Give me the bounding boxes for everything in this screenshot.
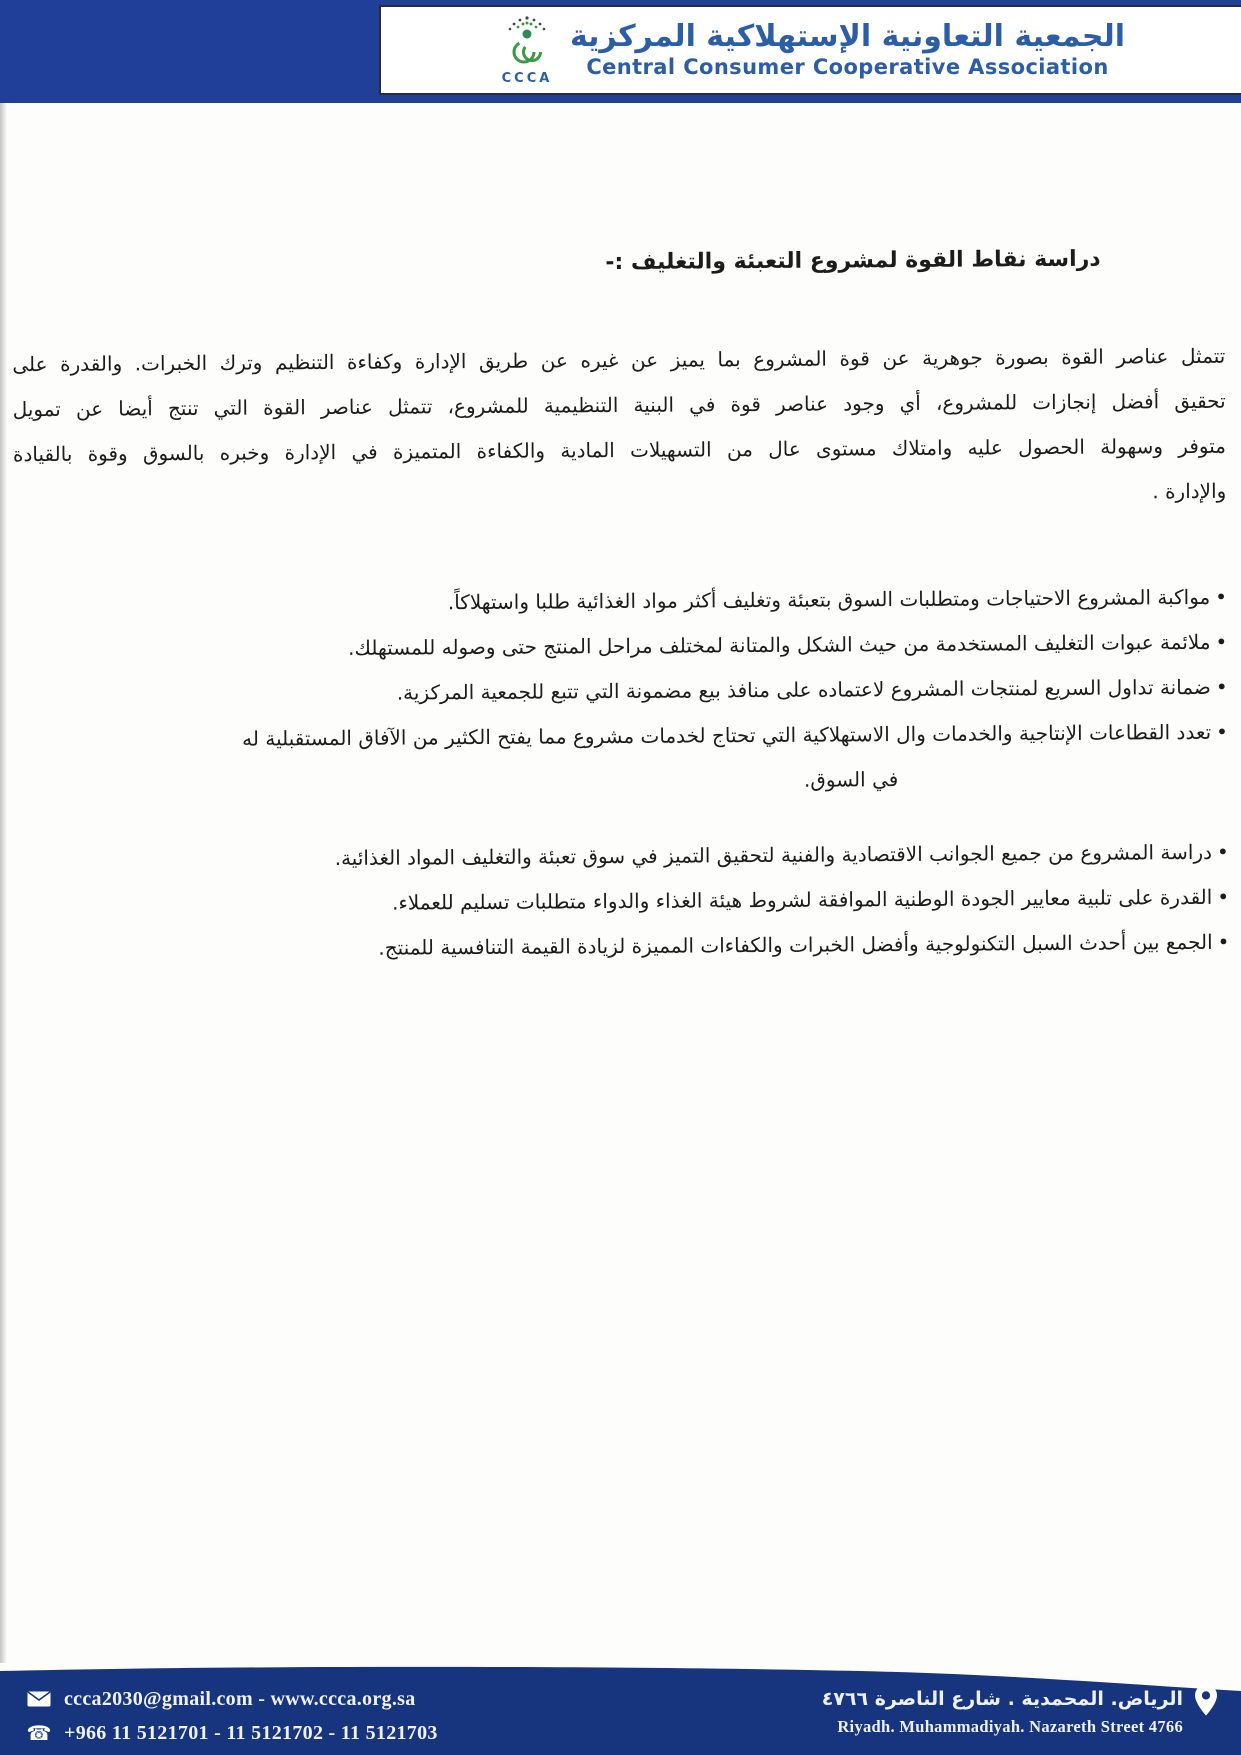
footer-address-block xyxy=(822,1684,1217,1740)
footer-phone-numbers: +966 11 5121701 - 11 5121702 - 11 5121703 xyxy=(64,1721,438,1744)
paragraph-line: متوفر وسهولة الحصول عليه وامتلاك مستوى عال من التسهيلات المادية والكفاءة المتميزة في الإدارة وخبره بالسوق وقوة بالقيادة xyxy=(12,433,1227,467)
intro-paragraph xyxy=(12,334,1226,522)
footer-phone-row xyxy=(26,1716,438,1750)
footer-address xyxy=(822,1684,1183,1740)
footer-email-website: ccca2030@gmail.com - www.ccca.org.sa xyxy=(64,1687,416,1710)
org-name-arabic: الجمعية التعاونية الإستهلاكية المركزية xyxy=(569,19,1126,55)
bullet-marker: • xyxy=(1216,719,1229,744)
list-item-continuation: في السوق. xyxy=(803,767,899,792)
list-item-text: تعدد القطاعات الإنتاجية والخدمات وال الاستهلاكية التي تحتاج لخدمات مشروع مما يفتح الكثير من الآفاق المستقبلية له xyxy=(242,719,1212,751)
envelope-icon xyxy=(26,1691,52,1707)
footer-address-arabic: الرياض. المحمدية . شارع الناصرة ٤٧٦٦ xyxy=(821,1688,1183,1710)
list-item xyxy=(15,710,1229,808)
list-item-text: مواكبة المشروع الاحتياجات ومتطلبات السوق بتعبئة وتغليف أكثر مواد الغذائية طلبا واستهلاكاً. xyxy=(447,584,1211,615)
bullet-marker: • xyxy=(1215,674,1228,699)
list-item-text: دراسة المشروع من جميع الجوانب الاقتصادية والفنية لتحقيق التميز في سوق تعبئة والتغليف المواد الغذائية. xyxy=(334,839,1213,871)
list-item-text: ضمانة تداول السريع لمنتجات المشروع لاعتماده على منافذ بيع مضمونة التي تتبع للجمعية المركزية. xyxy=(396,674,1211,705)
strength-points-list xyxy=(14,575,1230,973)
paragraph-line: تحقيق أفضل إنجازات للمشروع، أي وجود عناصر قوة في البنية التنظيمية للمشروع، تتمثل عناصر القوة التي تنتج أيضا عن تمويل xyxy=(12,388,1226,422)
footer-contact-block xyxy=(26,1682,438,1750)
bullet-marker: • xyxy=(1217,929,1230,954)
bullet-marker: • xyxy=(1215,629,1228,654)
phone-icon: ☎ xyxy=(26,1721,52,1745)
footer-email-row xyxy=(26,1682,438,1716)
footer-address-english: Riyadh. Muhammadiyah. Nazareth Street 4766 xyxy=(837,1717,1183,1736)
logo-acronym: CCCA xyxy=(501,71,553,86)
bullet-marker: • xyxy=(1215,584,1228,609)
list-item-text: الجمع بين أحدث السبل التكنولوجية وأفضل الخبرات والكفاءات المميزة لزيادة القيمة التنافسية للمنتج. xyxy=(378,929,1213,960)
org-name-english: Central Consumer Cooperative Association xyxy=(586,54,1109,79)
bullet-marker: • xyxy=(1217,884,1230,909)
list-item-text: القدرة على تلبية معايير الجودة الوطنية الموافقة لشروط هيئة الغذاء والدواء متطلبات تسليم للعملاء. xyxy=(392,884,1213,915)
paragraph-line: والإدارة . xyxy=(1152,478,1227,504)
list-item xyxy=(16,920,1229,973)
document-title: دراسة نقاط القوة لمشروع التعبئة والتغليف :- xyxy=(605,246,1101,276)
location-pin-icon xyxy=(1195,1684,1217,1720)
list-item-text: ملائمة عبوات التغليف المستخدمة من حيث الشكل والمتانة لمختلف مراحل المنتج حتى وصوله للمستهلك. xyxy=(348,629,1211,660)
paragraph-line: تتمثل عناصر القوة بصورة جوهرية عن قوة المشروع بما يميز عن غيره عن طريق الإدارة وكفاءة التنظيم وترك الخبرات. والقدرة على xyxy=(12,343,1226,377)
bullet-marker: • xyxy=(1216,839,1229,864)
